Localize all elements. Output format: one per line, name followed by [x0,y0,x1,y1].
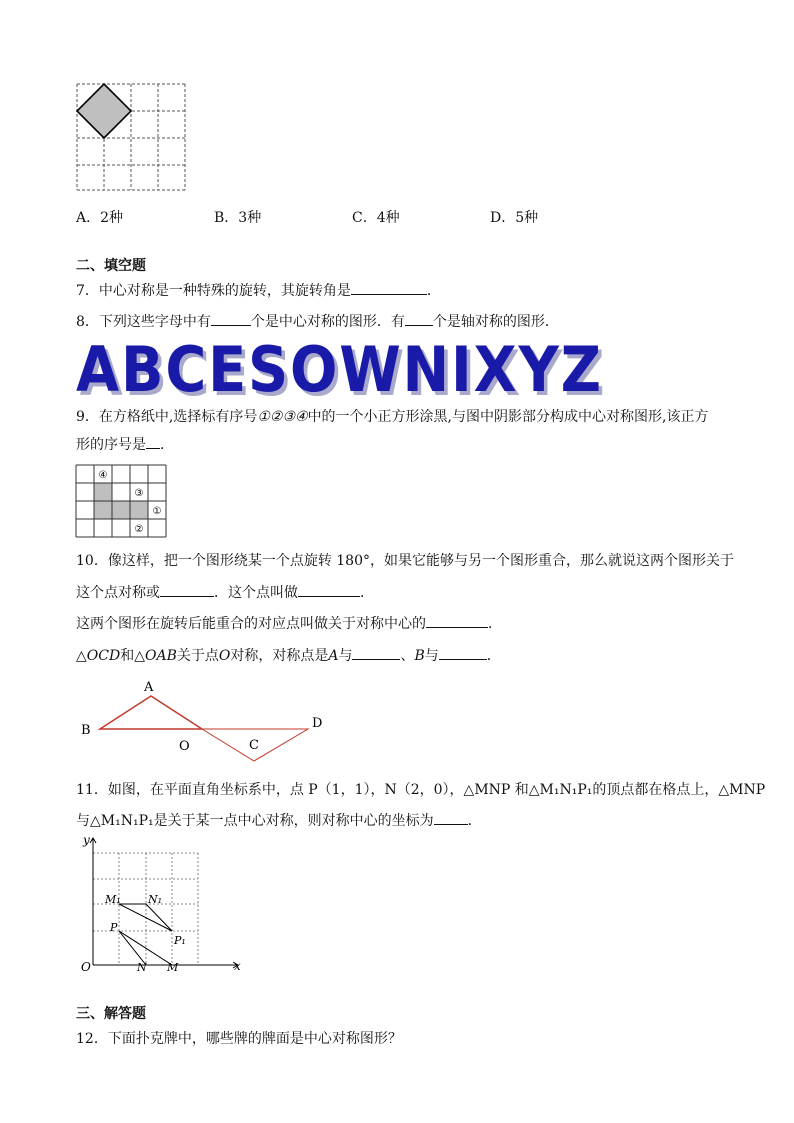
label-p: P [110,921,118,934]
label-a: A [144,680,154,695]
question-11-line2: 与△M₁N₁P₁是关于某一点中心对称，则对称中心的坐标为 ． [76,810,482,831]
q10-triangle-figure [76,675,336,765]
q10-blank-3[interactable] [426,613,488,628]
q10-blank-4[interactable] [352,645,400,660]
letter-row: ABCESOWNIXYZ [76,333,603,406]
q11-answer-blank[interactable] [434,810,468,825]
option-c[interactable]: C．4种 [352,210,400,226]
label-p1: P₁ [174,934,186,947]
q6-grid-figure [75,82,189,192]
question-10-line1: 10．像这样，把一个图形绕某一个点旋转 180°，如果它能够与另一个图形重合，那么就说这两个图形关于 [76,553,734,569]
shaded-diamond [77,84,131,138]
q8-blank-central[interactable] [211,311,251,326]
q10-blank-1[interactable] [160,582,214,597]
mark-2[interactable]: ② [134,524,144,535]
label-b: B [81,723,91,738]
question-11-line1: 11．如图，在平面直角坐标系中，点 P（1，1），N（2，0），△MNP 和△M₁N₁P₁的顶点都在格点上，△MNP [76,782,766,798]
q10-blank-2[interactable] [298,582,360,597]
q10-blank-5[interactable] [439,645,487,660]
mark-4[interactable]: ④ [98,470,108,481]
q8-blank-axial[interactable] [405,311,433,326]
label-m: M [167,961,179,974]
question-12: 12．下面扑克牌中，哪些牌的牌面是中心对称图形？ [76,1031,402,1047]
section-2-title: 二、填空题 [76,258,146,274]
label-n1: N₁ [148,893,163,906]
triangle-oab [100,696,202,729]
label-o: O [179,739,190,754]
question-9-line1: 9．在方格纸中,选择标有序号①②③④中的一个小正方形涂黑,与图中阴影部分构成中心对称图形,该正方 [76,409,709,425]
label-m1: M₁ [105,893,121,906]
q9-answer-blank[interactable] [146,434,160,449]
option-d[interactable]: D．5种 [490,210,539,226]
mark-3[interactable]: ③ [134,488,144,499]
question-9-line2: 形的序号是 ． [76,434,174,455]
label-d: D [312,716,323,731]
option-b[interactable]: B．3种 [214,210,262,226]
triangle-m1n1p1 [119,904,172,931]
label-c: C [249,738,259,753]
origin-label: O [81,960,91,974]
label-n: N [137,961,147,974]
section-3-title: 三、解答题 [76,1006,146,1022]
axis-y-label: y [83,833,90,847]
q9-grid-figure [75,464,169,540]
q7-answer-blank[interactable] [351,280,427,295]
q11-coordinate-figure [76,832,252,976]
mark-1[interactable]: ① [152,506,162,517]
question-10-line4: △OCD和△OAB关于点O对称，对称点是A与 、B与 ． [76,645,501,666]
triangle-mnp [119,931,172,965]
question-10-line2: 这个点对称或 ．这个点叫做 ． [76,582,374,603]
question-10-line3: 这两个图形在旋转后能重合的对应点叫做关于对称中心的 ． [76,613,502,634]
axis-x-label: x [234,959,241,973]
question-8: 8．下列这些字母中有 个是中心对称的图形．有 个是轴对称的图形． [76,311,559,332]
option-a[interactable]: A．2种 [76,210,124,226]
question-7: 7．中心对称是一种特殊的旋转，其旋转角是 ． [76,280,441,301]
